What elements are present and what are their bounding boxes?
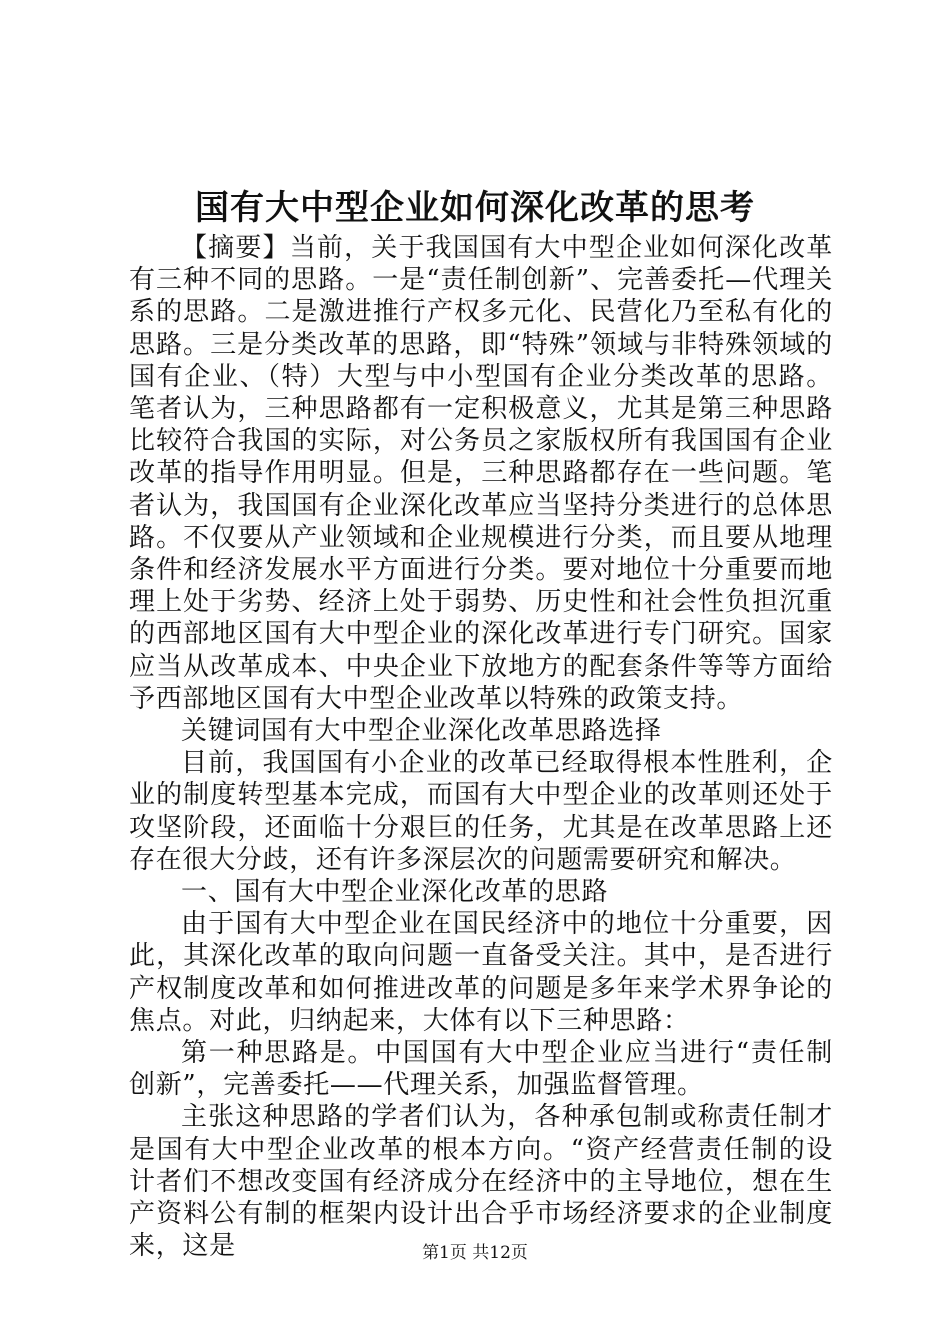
page-number: 第1页 共12页 — [422, 1243, 528, 1263]
document-body — [129, 232, 833, 1263]
keywords-paragraph: 关键词国有大中型企业深化改革思路选择 — [181, 716, 662, 747]
body-paragraph: 由于国有大中型企业在国民经济中的地位十分重要，因此，其深化改革的取向问题一直备受关注。其中，是否进行产权制度改革和如何推进改革的问题是多年来学术界争论的焦点。对此，归纳起来，大体有以下三种思路： — [129, 909, 833, 1036]
abstract-paragraph: 【摘要】当前，关于我国国有大中型企业如何深化改革有三种不同的思路。一是“责任制创新”、完善委托—代理关系的思路。二是激进推行产权多元化、民营化乃至私有化的思路。三是分类改革的思路，即“特殊”领域与非特殊领域的国有企业、（特）大型与中小型国有企业分类改革的思路。笔者认为，三种思路都有一定积极意义，尤其是第三种思路比较符合我国的实际，对公务员之家版权所有我国国有企业改革的指导作用明显。但是，三种思路都存在一些问题。笔者认为，我国国有企业深化改革应当坚持分类进行的总体思路。不仅要从产业领域和企业规模进行分类，而且要从地理条件和经济发展水平方面进行分类。要对地位十分重要而地理上处于劣势、经济上处于弱势、历史性和社会性负担沉重的西部地区国有大中型企业的深化改革进行专门研究。国家应当从改革成本、中央企业下放地方的配套条件等等方面给予西部地区国有大中型企业改革以特殊的政策支持。 — [129, 233, 833, 714]
intro-paragraph: 目前，我国国有小企业的改革已经取得根本性胜利，企业的制度转型基本完成，而国有大中型企业的改革则还处于攻坚阶段，还面临十分艰巨的任务，尤其是在改革思路上还存在很大分歧，还有许多深层次的问题需要研究和解决。 — [129, 748, 833, 875]
body-paragraph: 主张这种思路的学者们认为，各种承包制或称责任制才是国有大中型企业改革的根本方向。“资产经营责任制的设计者们不想改变国有经济成分在经济中的主导地位，想在生产资料公有制的框架内设计出合乎市场经济要求的企业制度来，这是 — [129, 1102, 833, 1262]
body-paragraph: 第一种思路是。中国国有大中型企业应当进行“责任制创新”，完善委托——代理关系，加强监督管理。 — [129, 1038, 833, 1101]
document-title: 国有大中型企业如何深化改革的思考 — [195, 188, 755, 228]
section-heading: 一、国有大中型企业深化改革的思路 — [181, 877, 609, 908]
